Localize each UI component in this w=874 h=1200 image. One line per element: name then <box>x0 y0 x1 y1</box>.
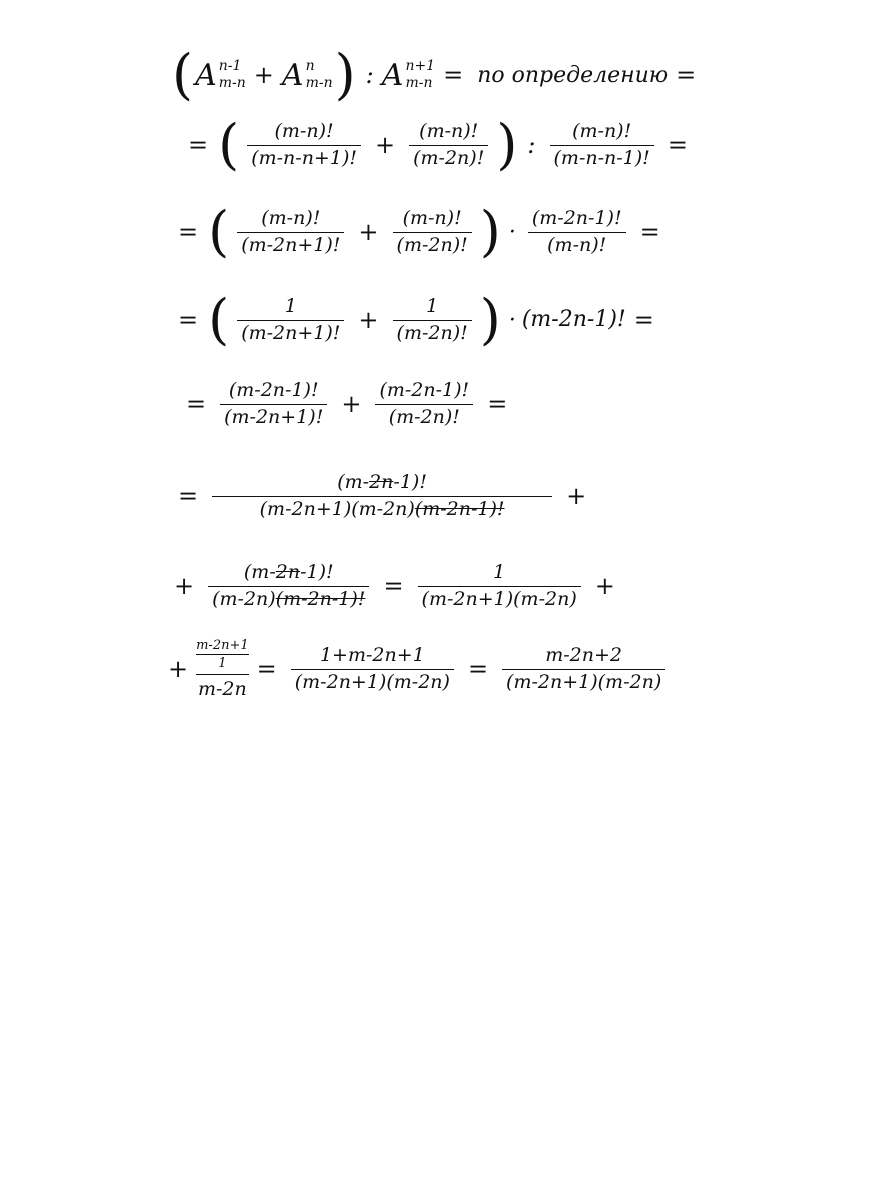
a3-sup: n+1 <box>405 57 436 74</box>
inner-denominator: 1 <box>218 656 227 671</box>
factorial-term: (m-2n-1)! <box>521 307 626 332</box>
outer-denominator: m-2n <box>197 678 247 700</box>
close-paren: ) <box>479 288 501 351</box>
equation-line-8 <box>160 638 671 700</box>
plus-sign: + <box>174 572 195 601</box>
a3-sub: m-n <box>405 75 433 91</box>
fraction-2-numerator: 1 <box>426 294 439 317</box>
a2-sup: n <box>305 57 315 74</box>
fraction-3 <box>502 645 665 694</box>
fraction-1 <box>212 472 552 521</box>
fraction-3-denominator: (m-n-n-1)! <box>553 146 650 169</box>
fraction-2-numerator: (m-2n-1)! <box>379 379 470 401</box>
plus-sign: + <box>253 61 274 89</box>
fraction-1-denominator: (m-n-n+1)! <box>251 146 357 169</box>
equation-line-1 <box>170 43 704 106</box>
arrangement-a1 <box>195 58 246 93</box>
fraction-2-denominator: (m-2n)! <box>396 233 468 256</box>
fraction-2-denominator: (m-2n+1)(m-2n) <box>421 587 577 610</box>
fraction-2 <box>409 121 488 170</box>
equals-sign-end: = <box>667 131 688 159</box>
multiply-dot: · <box>508 219 516 245</box>
fraction-3-denominator: (m-n)! <box>547 233 607 256</box>
fraction-1 <box>220 380 327 429</box>
fraction-2 <box>291 645 454 694</box>
fraction-2-numerator: 1+m-2n+1 <box>319 643 425 666</box>
equation-line-3 <box>170 200 668 263</box>
plus-sign: + <box>358 306 379 334</box>
equals-sign-1: = <box>256 655 277 683</box>
fraction-1-numerator: (m-2n-1)! <box>228 379 319 401</box>
fraction-1-numerator: (m-n)! <box>261 206 321 229</box>
equals-sign-end: = <box>639 218 660 246</box>
fraction-1 <box>237 296 344 345</box>
fraction-3 <box>550 121 654 170</box>
fraction-3-denominator: (m-2n+1)(m-2n) <box>506 670 662 693</box>
fraction-1-denominator: (m-2n+1)(m-2n)(m-2n-1)! <box>259 497 505 520</box>
fraction-1-numerator: 1 <box>284 294 297 317</box>
arrangement-a3 <box>382 58 435 93</box>
complex-fraction <box>196 638 249 700</box>
equation-line-5 <box>178 380 515 429</box>
equals-sign-end: = <box>633 306 654 334</box>
equals-sign: = <box>383 572 404 601</box>
fraction-2-denominator: (m-2n)! <box>388 405 460 428</box>
equals-sign: = <box>178 306 199 334</box>
fraction-1-denominator: (m-2n+1)! <box>241 321 341 344</box>
equals-sign: = <box>188 131 209 159</box>
open-paren: ( <box>208 288 230 351</box>
multiply-dot: · <box>508 307 516 333</box>
fraction-1-numerator: (m-2n-1)! <box>243 561 334 583</box>
fraction-1-denominator: (m-2n+1)! <box>241 233 341 256</box>
fraction-2-numerator: 1 <box>493 561 506 583</box>
fraction-1 <box>237 208 344 257</box>
equals-sign: = <box>178 482 199 511</box>
plus-sign: + <box>358 218 379 246</box>
fraction-1-numerator: (m-2n-1)! <box>337 471 427 493</box>
equals-sign: = <box>178 218 199 246</box>
colon-sign: : <box>365 61 374 89</box>
fraction-3-numerator: (m-n)! <box>572 119 632 142</box>
a2-base: A <box>281 57 304 93</box>
colon-sign: : <box>527 131 536 159</box>
plus-sign: + <box>168 655 189 683</box>
close-paren: ) <box>496 113 518 176</box>
fraction-2 <box>393 208 472 257</box>
plus-sign: + <box>375 131 396 159</box>
fraction-2-denominator: (m-2n)! <box>413 146 485 169</box>
plus-sign: + <box>341 390 362 419</box>
close-paren: ) <box>334 43 356 106</box>
arrangement-a2 <box>282 58 333 93</box>
fraction-1 <box>247 121 361 170</box>
fraction-1-denominator: (m-2n+1)! <box>224 405 324 428</box>
equals-sign-end: = <box>676 61 697 89</box>
inner-numerator: m-2n+1 <box>196 638 249 653</box>
fraction-1 <box>208 562 369 611</box>
fraction-2 <box>418 562 581 611</box>
fraction-3 <box>528 208 626 257</box>
fraction-2 <box>375 380 473 429</box>
equation-line-7 <box>166 562 623 611</box>
fraction-1-numerator: (m-n)! <box>274 119 334 142</box>
fraction-1-denominator: (m-2n)(m-2n-1)! <box>212 587 366 610</box>
fraction-3-numerator: (m-2n-1)! <box>531 206 622 229</box>
fraction-2-numerator: (m-n)! <box>419 119 479 142</box>
definition-text: по определению <box>477 62 669 88</box>
equals-sign-end: = <box>487 390 508 419</box>
fraction-3-numerator: m-2n+2 <box>545 643 623 666</box>
equation-line-2 <box>180 113 696 176</box>
open-paren: ( <box>172 43 194 106</box>
a1-sub: m-n <box>218 75 246 91</box>
fraction-2-numerator: (m-n)! <box>402 206 462 229</box>
open-paren: ( <box>218 113 240 176</box>
plus-sign: + <box>566 482 587 511</box>
equals-sign: = <box>186 390 207 419</box>
a1-base: A <box>195 57 217 93</box>
open-paren: ( <box>208 200 230 263</box>
equals-sign: = <box>443 61 464 89</box>
equation-line-6 <box>170 472 594 521</box>
a3-base: A <box>381 57 404 93</box>
fraction-2-denominator: (m-2n+1)(m-2n) <box>294 670 450 693</box>
close-paren: ) <box>479 200 501 263</box>
fraction-2-denominator: (m-2n)! <box>396 321 468 344</box>
a2-sub: m-n <box>305 75 333 91</box>
plus-sign-end: + <box>594 572 615 601</box>
equals-sign-2: = <box>467 655 489 683</box>
fraction-2 <box>393 296 472 345</box>
a1-sup: n-1 <box>218 57 242 74</box>
equation-line-4 <box>170 288 662 351</box>
